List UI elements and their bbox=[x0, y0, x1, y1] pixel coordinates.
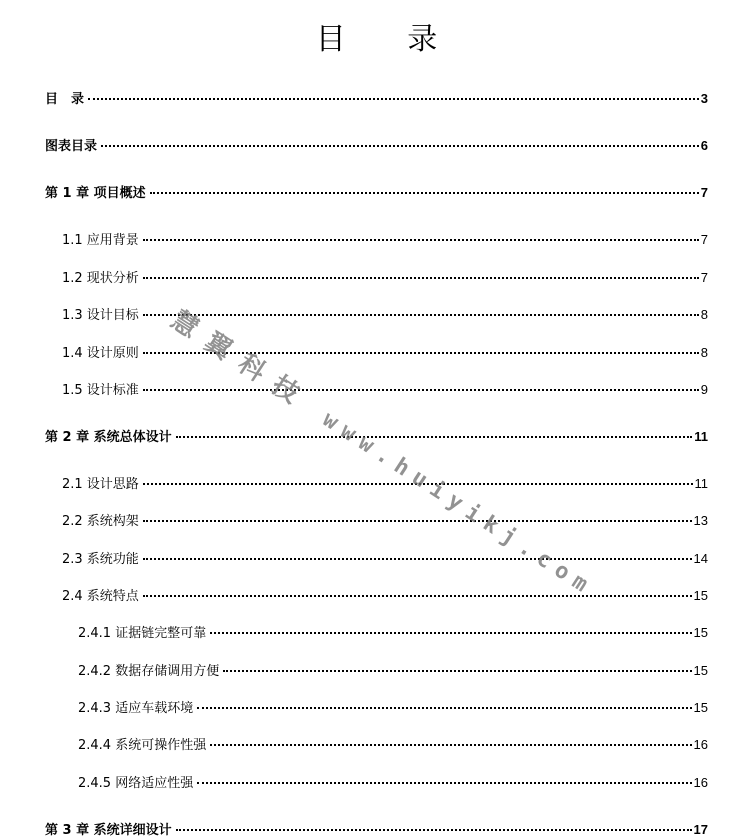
toc-entry-label: 2.4.2 数据存储调用方便 bbox=[78, 664, 220, 679]
toc-entry-label: 1.5 设计标准 bbox=[62, 383, 139, 398]
dot-leader bbox=[197, 707, 691, 709]
toc-entry-page-number: 15 bbox=[693, 700, 708, 715]
dot-leader bbox=[143, 389, 699, 391]
toc-entry[interactable] bbox=[62, 548, 708, 568]
toc-entry-label: 2.3 系统功能 bbox=[62, 552, 139, 567]
toc-entry-label: 1.3 设计目标 bbox=[62, 308, 139, 323]
dot-leader bbox=[143, 595, 692, 597]
page-title: 目 录 bbox=[315, 22, 464, 57]
toc-entry-label: 第 3 章 系统详细设计 bbox=[45, 823, 172, 838]
toc-entry-label: 2.4.4 系统可操作性强 bbox=[78, 738, 207, 753]
toc-entry-page-number: 14 bbox=[693, 551, 708, 566]
toc-entry[interactable] bbox=[78, 622, 708, 642]
toc-entry-label: 图表目录 bbox=[45, 139, 98, 154]
toc-entry-page-number: 15 bbox=[693, 588, 708, 603]
dot-leader bbox=[150, 192, 699, 194]
toc-entry-label: 1.2 现状分析 bbox=[62, 271, 139, 286]
toc-entry-label: 1.1 应用背景 bbox=[62, 233, 139, 248]
dot-leader bbox=[101, 145, 699, 147]
toc-entry-page-number: 8 bbox=[700, 345, 708, 360]
toc-entry-page-number: 8 bbox=[700, 307, 708, 322]
dot-leader bbox=[143, 239, 699, 241]
toc-entry[interactable] bbox=[45, 819, 708, 839]
watermark-url: www.huiyikj.com bbox=[317, 407, 599, 602]
toc-entry-page-number: 13 bbox=[693, 513, 708, 528]
toc-entry[interactable] bbox=[78, 697, 708, 717]
toc-entry-label: 1.4 设计原则 bbox=[62, 346, 139, 361]
toc-entry-page-number: 6 bbox=[700, 138, 708, 153]
toc-entry-page-number: 15 bbox=[693, 625, 708, 640]
toc-entry-page-number: 15 bbox=[693, 663, 708, 678]
toc-entry-label: 2.4.1 证据链完整可靠 bbox=[78, 626, 207, 641]
toc-entry-page-number: 7 bbox=[700, 270, 708, 285]
dot-leader bbox=[176, 436, 693, 438]
toc-entry-page-number: 11 bbox=[694, 429, 708, 444]
toc-entry-page-number: 9 bbox=[700, 382, 708, 397]
toc-entry[interactable] bbox=[78, 660, 708, 680]
toc-entry-page-number: 16 bbox=[693, 775, 708, 790]
toc-entry[interactable] bbox=[62, 267, 708, 287]
toc-entry-page-number: 16 bbox=[693, 737, 708, 752]
dot-leader bbox=[210, 744, 691, 746]
dot-leader bbox=[210, 632, 691, 634]
toc-entry-page-number: 7 bbox=[700, 232, 708, 247]
dot-leader bbox=[223, 670, 691, 672]
watermark-company: 慧翼科技 bbox=[165, 305, 316, 418]
toc-entry-page-number: 11 bbox=[694, 476, 708, 491]
toc-entry-label: 2.4 系统特点 bbox=[62, 589, 139, 604]
toc-entry[interactable] bbox=[45, 426, 708, 446]
toc-entry[interactable] bbox=[78, 772, 708, 792]
toc-entry[interactable] bbox=[62, 473, 708, 493]
toc-entry-label: 目 录 bbox=[45, 92, 85, 107]
toc-entry-page-number: 17 bbox=[693, 822, 708, 837]
dot-leader bbox=[176, 829, 692, 831]
toc-entry-label: 2.1 设计思路 bbox=[62, 477, 139, 492]
dot-leader bbox=[143, 520, 692, 522]
dot-leader bbox=[143, 558, 692, 560]
toc-entry[interactable] bbox=[45, 135, 708, 155]
toc-entry-label: 2.4.5 网络适应性强 bbox=[78, 776, 194, 791]
toc-entry-label: 第 2 章 系统总体设计 bbox=[45, 430, 172, 445]
toc-entry[interactable] bbox=[62, 229, 708, 249]
toc-entry[interactable] bbox=[45, 182, 708, 202]
toc-entry[interactable] bbox=[62, 379, 708, 399]
dot-leader bbox=[88, 98, 699, 100]
dot-leader bbox=[197, 782, 691, 784]
toc-entry[interactable] bbox=[62, 510, 708, 530]
dot-leader bbox=[143, 277, 699, 279]
toc-entry-label: 2.2 系统构架 bbox=[62, 514, 139, 529]
dot-leader bbox=[143, 352, 699, 354]
toc-entry-page-number: 3 bbox=[700, 91, 708, 106]
toc-entry[interactable] bbox=[62, 304, 708, 324]
toc-entry[interactable] bbox=[45, 88, 708, 108]
toc-entry-page-number: 7 bbox=[700, 185, 708, 200]
dot-leader bbox=[143, 483, 693, 485]
dot-leader bbox=[143, 314, 699, 316]
toc-entry[interactable] bbox=[78, 734, 708, 754]
toc-entry[interactable] bbox=[62, 585, 708, 605]
toc-entry[interactable] bbox=[62, 342, 708, 362]
toc-entry-label: 第 1 章 项目概述 bbox=[45, 186, 146, 201]
toc-entry-label: 2.4.3 适应车载环境 bbox=[78, 701, 194, 716]
